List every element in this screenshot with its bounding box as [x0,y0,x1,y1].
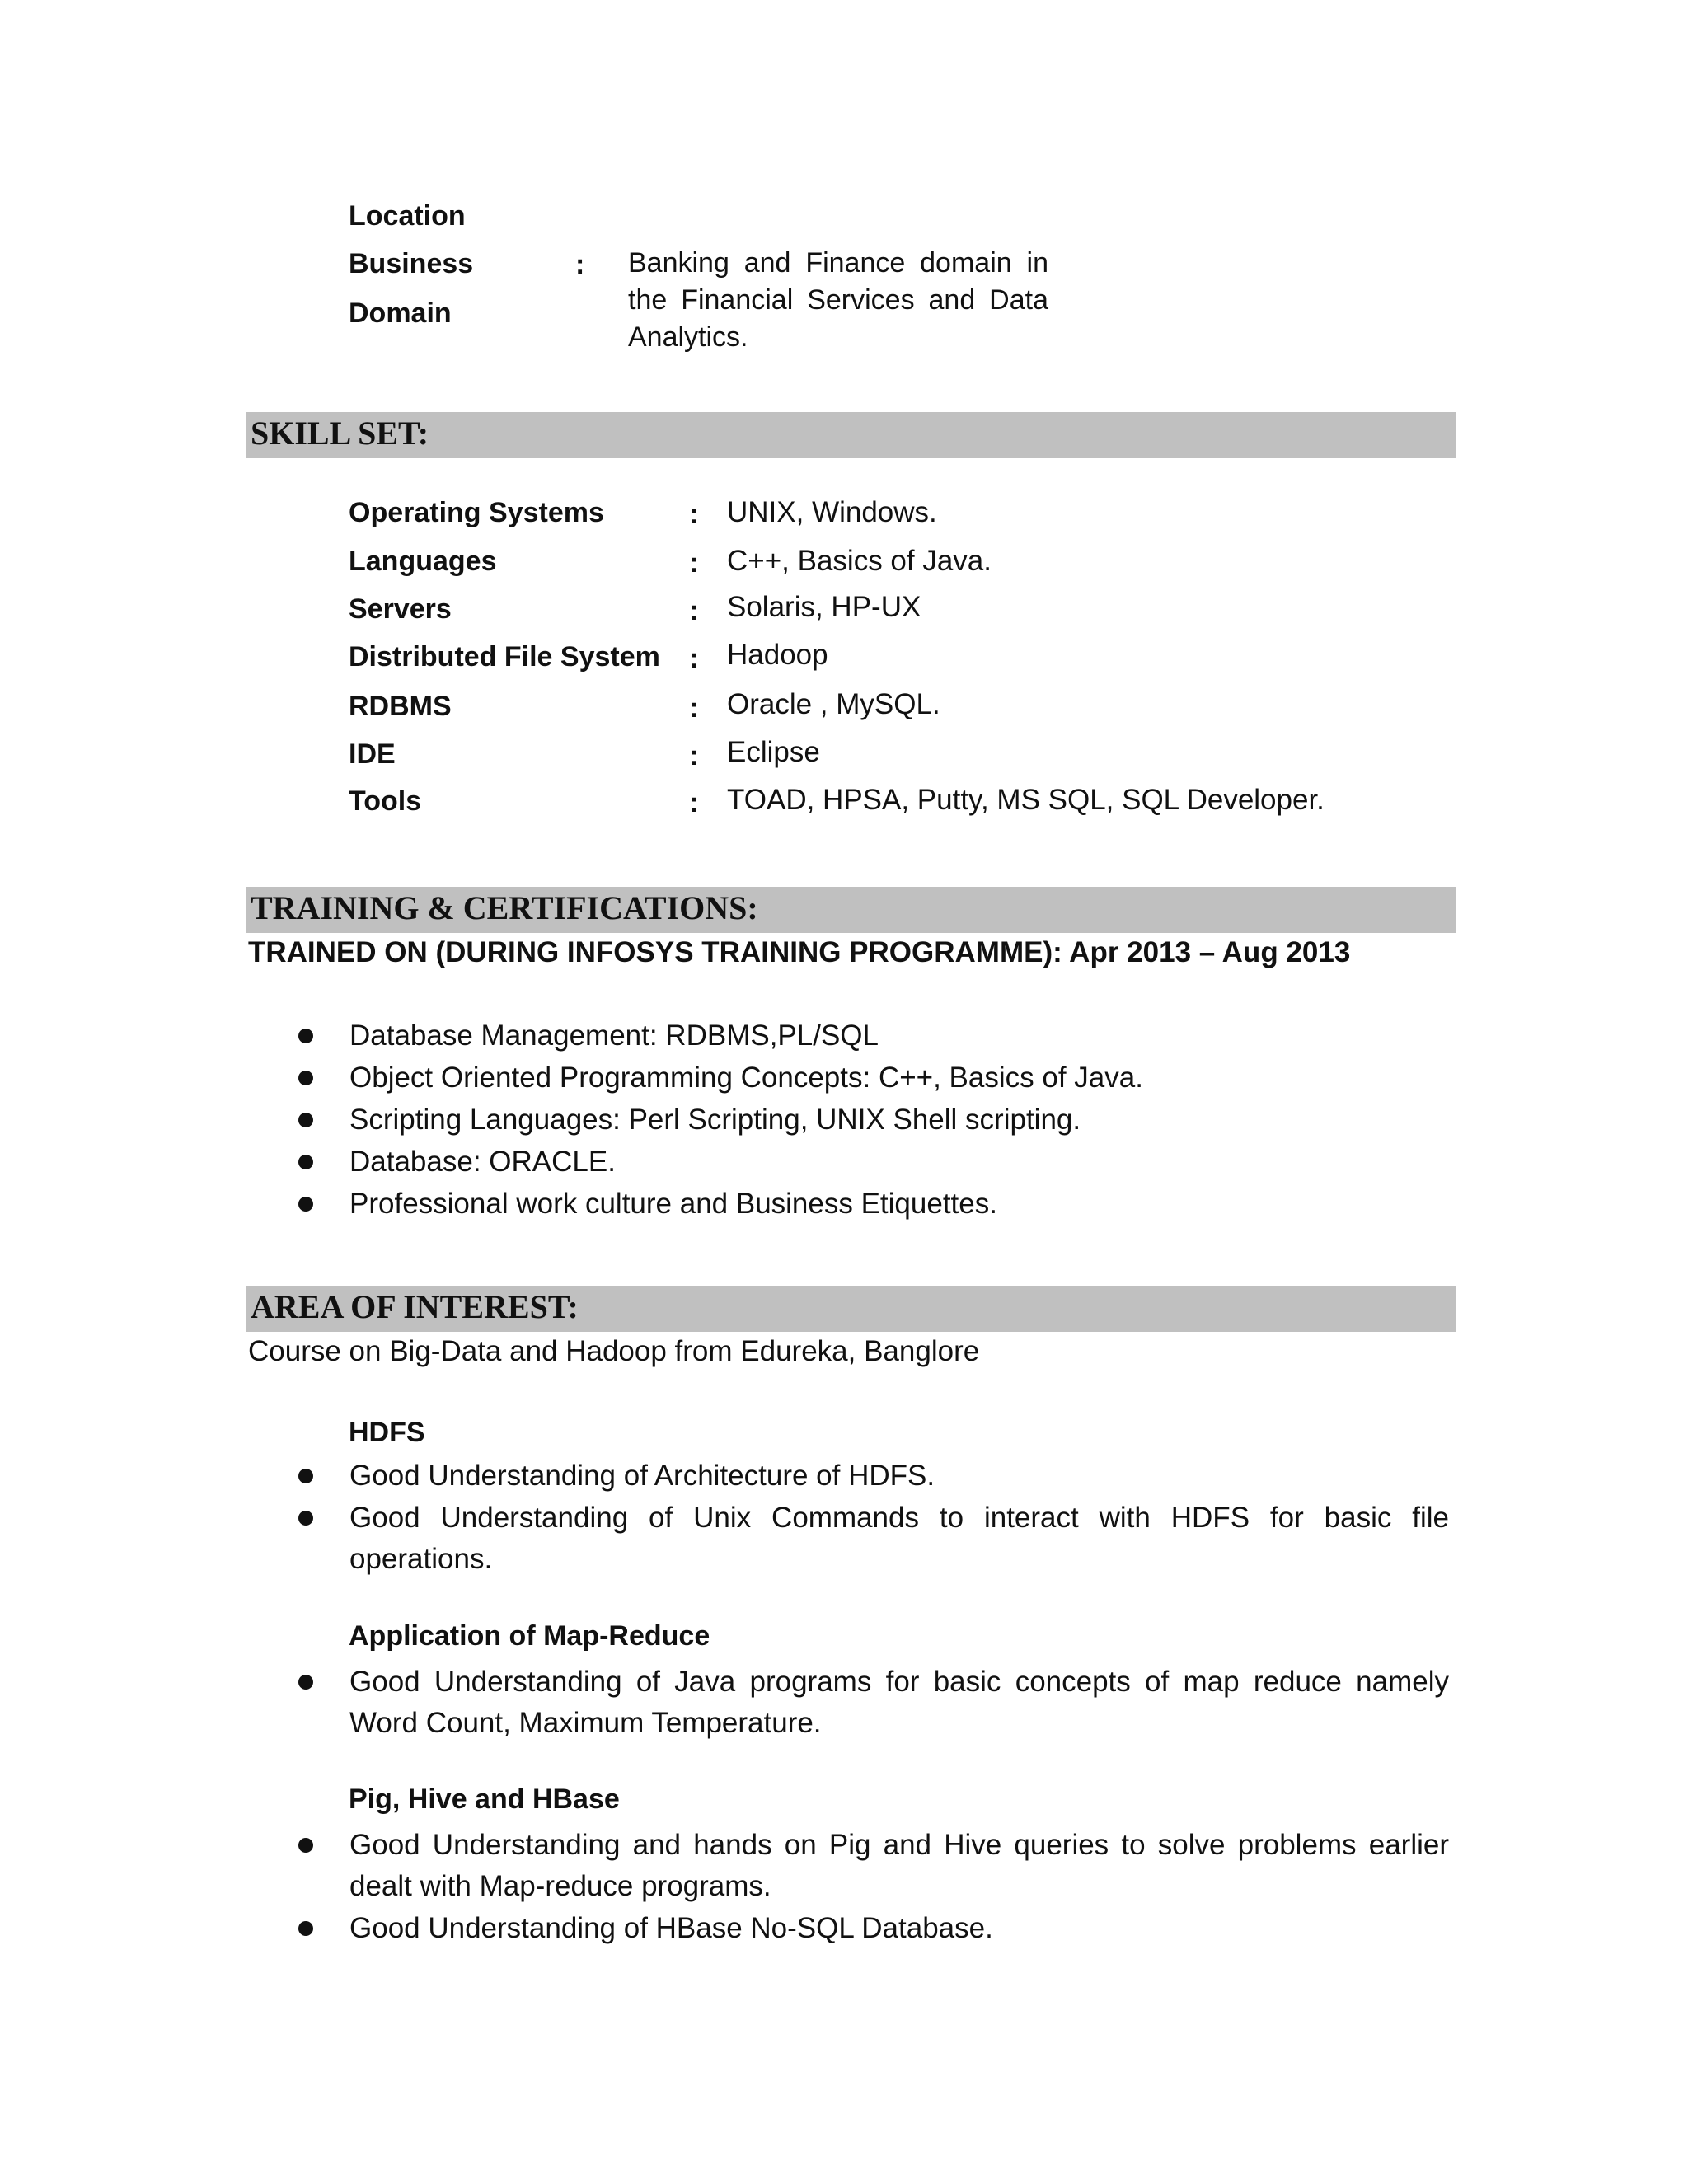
list-item: Good Understanding and hands on Pig and Hive queries to solve problems earlier dealt with Map-reduce programs. [349,1829,1449,1902]
skill-label: Servers [349,593,452,625]
training-heading: TRAINING & CERTIFICATIONS: [251,889,758,926]
skill-colon: : [689,740,699,771]
business-domain-label-1: Business [349,248,474,279]
list-item: Good Understanding of Java programs for basic concepts of map reduce namely Word Count, Maximum Temperature. [349,1666,1449,1739]
bullet-icon [298,1029,313,1043]
list-item: Scripting Languages: Perl Scripting, UNIX Shell scripting. [349,1104,1081,1136]
skill-value: Solaris, HP-UX [727,591,921,623]
skill-value: Eclipse [727,736,820,768]
skill-value: UNIX, Windows. [727,496,937,528]
skill-value: C++, Basics of Java. [727,545,992,577]
bullet-icon [298,1071,313,1085]
list-item: Database: ORACLE. [349,1146,616,1178]
skill-label: Languages [349,546,497,577]
bullet-icon [298,1675,313,1690]
bullet-icon [298,1838,313,1853]
list-item: Good Understanding of Architecture of HDFS. [349,1460,935,1492]
skill-label: Operating Systems [349,497,604,528]
skill-label: IDE [349,738,396,770]
bullet-icon [298,1921,313,1936]
hdfs-title: HDFS [349,1417,425,1448]
skill-colon: : [689,595,699,626]
skill-label: RDBMS [349,691,452,722]
list-item: Professional work culture and Business Etiquettes. [349,1188,997,1220]
list-item: Object Oriented Programming Concepts: C++, Basics of Java. [349,1062,1143,1094]
skill-colon: : [689,692,699,724]
skill-colon: : [689,787,699,818]
business-domain-value: Banking and Finance domain in the Financial Services and Data Analytics. [628,247,1048,353]
business-domain-label-2: Domain [349,298,452,329]
skill-value: Oracle , MySQL. [727,688,940,720]
training-heading-band [246,887,1456,933]
list-item: Good Understanding of Unix Commands to interact with HDFS for basic file operations. [349,1502,1449,1575]
skill-set-heading: SKILL SET: [251,415,429,452]
business-domain-colon: : [575,249,585,280]
skill-label: Tools [349,785,422,817]
interest-heading: AREA OF INTEREST: [251,1288,579,1325]
bullet-icon [298,1155,313,1169]
skill-set-heading-band [246,412,1456,458]
skill-label: Distributed File System [349,641,660,673]
bullet-icon [298,1511,313,1526]
skill-colon: : [689,499,699,530]
bullet-icon [298,1113,313,1127]
training-subheading: TRAINED ON (DURING INFOSYS TRAINING PROGRAMME): Apr 2013 – Aug 2013 [248,936,1351,968]
pig-hive-hbase-title: Pig, Hive and HBase [349,1783,620,1815]
bullet-icon [298,1197,313,1212]
location-label: Location [349,200,466,232]
bullet-icon [298,1469,313,1483]
list-item: Database Management: RDBMS,PL/SQL [349,1019,879,1052]
skill-colon: : [689,643,699,674]
mapreduce-title: Application of Map-Reduce [349,1620,710,1652]
skill-value: TOAD, HPSA, Putty, MS SQL, SQL Developer. [727,784,1325,816]
interest-intro: Course on Big-Data and Hadoop from Edureka, Banglore [248,1335,980,1367]
skill-value: Hadoop [727,639,828,671]
interest-heading-band [246,1286,1456,1332]
skill-colon: : [689,547,699,579]
list-item: Good Understanding of HBase No-SQL Database. [349,1912,993,1944]
